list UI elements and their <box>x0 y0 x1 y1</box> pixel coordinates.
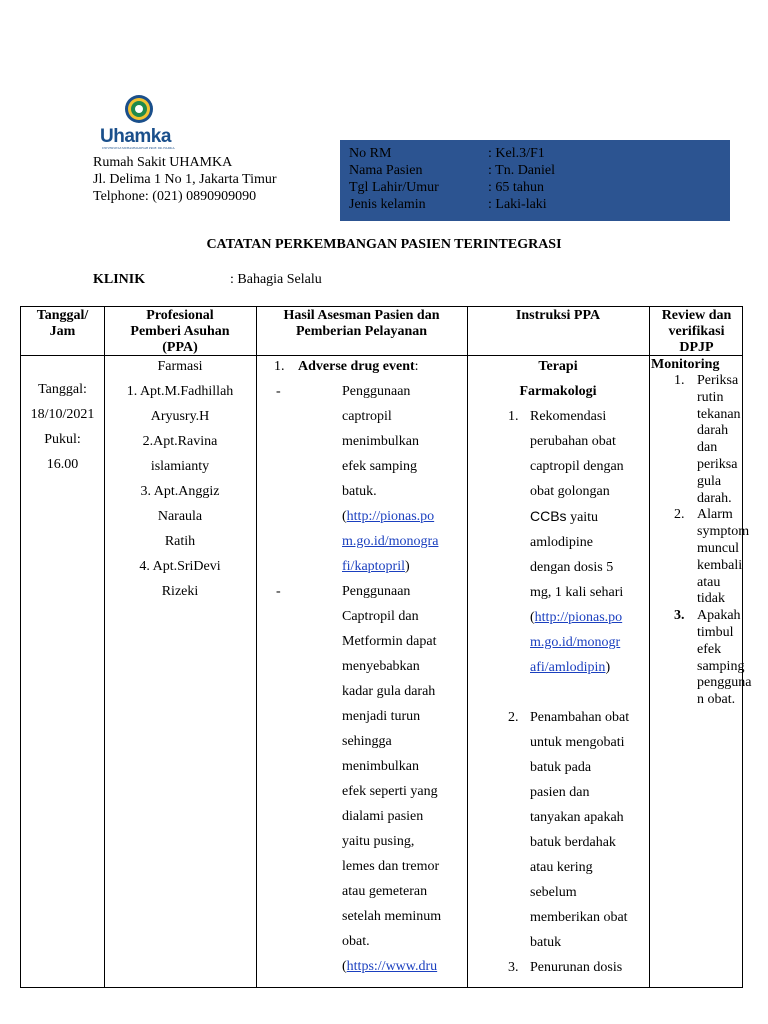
list-number: 2. <box>674 507 685 523</box>
cell-text: yaitu <box>566 510 599 525</box>
cell-line: Rizeki <box>161 584 199 599</box>
cell-line: Periksa <box>697 373 739 388</box>
reference-link-wrap <box>342 504 438 529</box>
list-number: 3. <box>508 960 519 975</box>
list-dash: - <box>276 384 281 399</box>
cell-line: atau kering <box>530 860 593 875</box>
cell-line: dialami pasien <box>342 809 424 824</box>
monitoring-item <box>649 507 750 608</box>
logo-subtext: UNIVERSITAS MUHAMMADIYAH PROF. DR. HAMKA <box>102 146 175 150</box>
cell-line: dengan dosis 5 <box>530 560 614 575</box>
cell-line: symptom <box>697 524 750 540</box>
cell-line <box>530 504 624 530</box>
cell-line: mg, 1 kali sehari <box>530 585 624 600</box>
cell-line: Apakah <box>697 608 741 624</box>
spacer <box>467 680 649 705</box>
paren: ( <box>342 509 347 524</box>
header-line: verifikasi <box>668 324 725 339</box>
patient-row <box>349 196 730 213</box>
reference-link[interactable]: https://www.dru <box>346 959 438 974</box>
cell-line: untuk mengobati <box>530 735 625 750</box>
paren: ) <box>605 660 611 675</box>
cell-line: samping <box>697 658 745 674</box>
header-tanggal <box>21 307 104 340</box>
reference-link[interactable]: http://pionas.po <box>534 610 623 625</box>
monitoring-heading: Monitoring <box>651 357 720 372</box>
cell-line: 2.Apt.Ravina <box>142 434 218 449</box>
cell-line: kadar gula darah <box>342 684 436 699</box>
cell-line: menyebabkan <box>342 659 420 674</box>
cell-line: sebelum <box>530 885 577 900</box>
cell-line: batuk. <box>342 484 377 499</box>
cell-line: Aryusry.H <box>150 409 210 424</box>
cell-line: Penambahan obat <box>530 710 630 725</box>
cell-line: obat golongan <box>530 484 610 499</box>
instruksi-item <box>467 404 649 680</box>
list-number: 2. <box>508 710 519 725</box>
header-asesmen <box>256 307 467 340</box>
list-number: 1. <box>508 409 519 424</box>
cell-line: yaitu pusing, <box>342 834 415 849</box>
instruksi-heading <box>467 354 649 404</box>
heading-line: Terapi <box>538 359 578 374</box>
cell-line: n obat. <box>697 692 736 708</box>
list-number: 1. <box>674 373 685 388</box>
cell-line: atau gemeteran <box>342 884 428 899</box>
cell-line: setelah meminum <box>342 909 442 924</box>
cell-line: menimbulkan <box>342 759 419 774</box>
cell-line: atau tidak <box>697 574 725 607</box>
cell-line: amlodipine <box>530 535 593 550</box>
cell-line: darah. <box>697 490 732 506</box>
header-line: DPJP <box>679 340 714 355</box>
logo-text: Uhamka <box>100 126 171 147</box>
patient-label: Tgl Lahir/Umur <box>349 180 439 195</box>
cell-line: efek seperti yang <box>342 784 438 799</box>
cell-line: Rekomendasi <box>530 409 607 424</box>
patient-row <box>349 162 730 179</box>
cell-line: pasien dan <box>530 785 590 800</box>
cell-line: batuk berdahak <box>530 835 616 850</box>
header-line: (PPA) <box>162 340 198 355</box>
cell-instruksi <box>467 354 649 980</box>
patient-label: Nama Pasien <box>349 163 423 178</box>
patient-value: : Tn. Daniel <box>488 163 556 178</box>
drug-class-text: CCBs <box>530 508 567 524</box>
header-line: Instruksi PPA <box>515 308 601 323</box>
cell-line: Penggunaan <box>342 584 411 599</box>
cell-line: Penggunaan <box>342 384 411 399</box>
patient-row <box>349 179 730 196</box>
reference-link-wrap <box>342 554 438 579</box>
monitoring-item <box>649 373 744 507</box>
reference-link[interactable]: http://pionas.po <box>346 509 435 524</box>
cell-line: menjadi turun <box>342 709 421 724</box>
cell-line: Metformin dapat <box>342 634 437 649</box>
reference-link-wrap <box>530 605 624 630</box>
patient-value: : Kel.3/F1 <box>488 146 545 161</box>
hospital-address: Jl. Delima 1 No 1, Jakarta Timur <box>93 172 277 187</box>
cell-line: pengguna <box>697 675 752 691</box>
header-line: Pemberi Asuhan <box>130 324 230 339</box>
reference-link[interactable]: m.go.id/monogr <box>530 635 621 650</box>
list-number: 1. <box>274 359 285 374</box>
klinik-value: : Bahagia Selalu <box>230 272 322 287</box>
cell-review <box>649 357 752 709</box>
header-line: Pemberian Pelayanan <box>295 324 428 339</box>
list-dash: - <box>276 584 281 599</box>
cell-line: gula <box>697 473 722 489</box>
list-number: 3. <box>674 608 685 624</box>
paren: ( <box>530 610 535 625</box>
cell-line: 1. Apt.M.Fadhillah <box>126 384 234 399</box>
cell-line: periksa <box>697 456 738 472</box>
cell-line: captropil <box>342 409 392 424</box>
header-instruksi <box>467 307 649 324</box>
reference-link[interactable]: fi/kaptopril <box>342 559 405 574</box>
cell-line: muncul <box>697 540 739 556</box>
cell-line: Farmasi <box>157 359 203 374</box>
cell-line: Naraula <box>157 509 203 524</box>
cell-line: Ratih <box>164 534 196 549</box>
cell-line: 16.00 <box>46 457 79 472</box>
klinik-label: KLINIK <box>93 272 146 287</box>
reference-link[interactable]: m.go.id/monogra <box>342 534 439 549</box>
header-ppa <box>104 307 256 356</box>
uhamka-logo <box>100 94 178 150</box>
paren: ) <box>405 559 410 574</box>
heading-text: Adverse drug event <box>298 359 415 374</box>
patient-label: No RM <box>349 146 392 161</box>
header-line: Review dan <box>661 308 732 323</box>
cell-line: lemes dan tremor <box>342 859 440 874</box>
cell-line: Alarm <box>697 507 733 523</box>
cell-line: tekanan <box>697 406 741 422</box>
asesmen-item <box>256 379 467 579</box>
hospital-info <box>93 154 277 205</box>
cell-line: 18/10/2021 <box>30 407 95 422</box>
progress-notes-table <box>20 306 752 988</box>
document-title: CATATAN PERKEMBANGAN PASIEN TERINTEGRASI <box>206 237 562 252</box>
cell-line: islamianty <box>150 459 210 474</box>
emblem-icon <box>100 94 178 128</box>
cell-line: 3. Apt.Anggiz <box>140 484 220 499</box>
cell-tanggal <box>21 355 104 477</box>
header-line: Hasil Asesman Pasien dan <box>283 308 440 323</box>
patient-row <box>349 145 730 162</box>
paren: ( <box>342 959 347 974</box>
cell-line: Tanggal: <box>38 382 87 397</box>
asesmen-item <box>256 579 467 979</box>
patient-value: : 65 tahun <box>488 180 544 195</box>
instruksi-item <box>467 955 649 980</box>
header-line: Profesional <box>146 308 214 323</box>
reference-link-wrap <box>530 655 624 680</box>
cell-line: rutin <box>697 389 724 405</box>
cell-line: kembali <box>697 557 743 573</box>
cell-line: tanyakan apakah <box>530 810 624 825</box>
instruksi-item <box>467 705 649 955</box>
cell-line: sehingga <box>342 734 392 749</box>
asesmen-heading <box>256 354 467 379</box>
header-line: Jam <box>49 324 76 339</box>
header-line: Tanggal/ <box>36 308 89 323</box>
heading-line: Farmakologi <box>519 384 597 399</box>
cell-line: perubahan obat <box>530 434 616 449</box>
heading-colon: : <box>414 359 419 374</box>
cell-line: efek samping <box>342 459 418 474</box>
hospital-phone: Telphone: (021) 0890909090 <box>93 189 257 204</box>
reference-link-wrap <box>342 954 441 979</box>
patient-label: Jenis kelamin <box>349 197 426 212</box>
cell-line: captropil dengan <box>530 459 624 474</box>
monitoring-item <box>649 608 752 709</box>
patient-value: : Laki-laki <box>488 197 547 212</box>
header-review <box>649 307 744 356</box>
reference-link[interactable]: afi/amlodipin <box>530 660 606 675</box>
klinik-line <box>93 272 322 288</box>
cell-line: Penurunan dosis <box>530 960 623 975</box>
cell-line: obat. <box>342 934 370 949</box>
cell-line: menimbulkan <box>342 434 419 449</box>
patient-info-box <box>340 140 730 221</box>
cell-line: Pukul: <box>44 432 81 447</box>
cell-line: memberikan obat <box>530 910 628 925</box>
cell-line: 4. Apt.SriDevi <box>139 559 221 574</box>
cell-line: batuk <box>530 935 562 950</box>
hospital-name: Rumah Sakit UHAMKA <box>93 155 233 170</box>
cell-line: darah dan <box>697 423 729 456</box>
cell-line: batuk pada <box>530 760 592 775</box>
cell-ppa <box>104 354 256 604</box>
cell-asesmen <box>256 354 467 979</box>
cell-line: timbul efek <box>697 624 734 657</box>
cell-line: Captropil dan <box>342 609 419 624</box>
